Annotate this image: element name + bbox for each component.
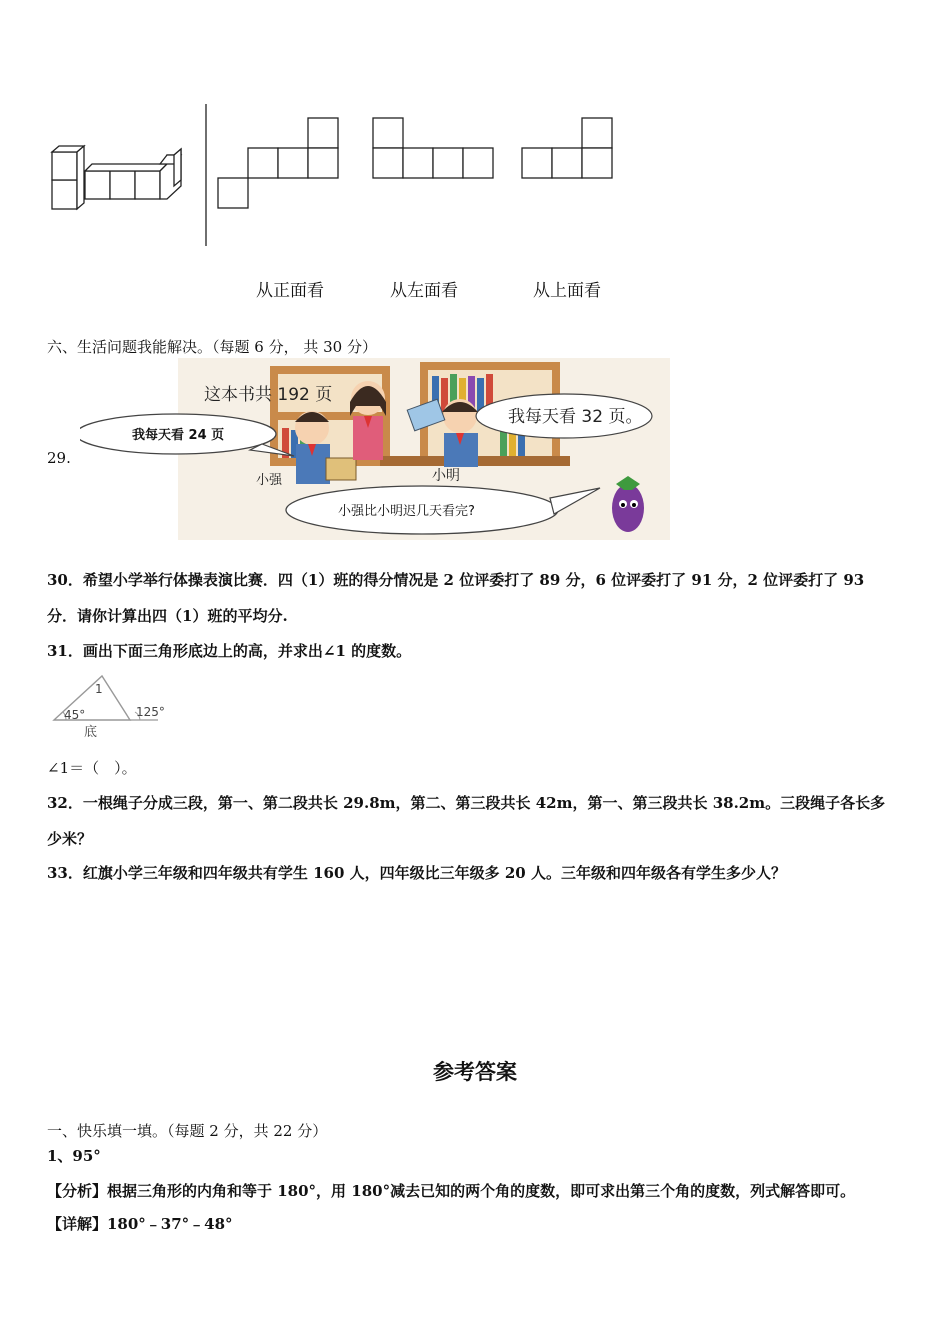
answer-analysis: 【分析】根据三角形的内角和等于 180°，用 180°减去已知的两个角的度数，即可求出第三个角的度数，列式解答即可。 <box>47 1182 856 1200</box>
question-32-line2: 少米？ <box>47 830 93 848</box>
top-view-grid <box>522 118 612 178</box>
front-view-label: 从正面看 <box>256 281 324 301</box>
answers-heading: 参考答案 <box>433 1060 517 1084</box>
top-view-label: 从上面看 <box>533 281 601 301</box>
angle-125-label: 125° <box>136 705 165 719</box>
bubble-xiaoming-text: 我每天看 32 页。 <box>508 407 643 427</box>
label-xiaoming: 小明 <box>432 468 460 484</box>
bubble-question-text: 小强比小明迟几天看完? <box>338 504 475 519</box>
question-31-text: 31．画出下面三角形底边上的高，并求出∠1 的度数。 <box>47 642 412 660</box>
bubble-book-text: 这本书共 192 页 <box>204 385 333 405</box>
question-32-line1: 32．一根绳子分成三段，第一、第二段共长 29.8m，第二、第三段共长 42m，第一、第三段共长 38.2m。三段绳子各长多 <box>47 794 886 812</box>
bubble-xiaoqiang-text: 我每天看 24 页 <box>132 428 225 443</box>
angle-45-label: 45° <box>64 708 86 722</box>
angle-1-label: 1 <box>95 682 103 696</box>
section-six-title: 六、生活问题我能解决。（每题 6 分， 共 30 分） <box>47 338 377 356</box>
front-view-grid <box>218 118 338 208</box>
left-view-grid <box>373 118 493 178</box>
triangle-figure <box>50 672 180 744</box>
answer-detail: 【详解】180°﹣37°﹣48° <box>47 1215 233 1233</box>
label-xiaoqiang: 小强 <box>256 473 283 488</box>
cube-solid <box>52 146 181 209</box>
answer-item-1: 1、95° <box>47 1147 101 1165</box>
cube-views-figure <box>40 100 640 260</box>
question-33-text: 33．红旗小学三年级和四年级共有学生 160 人，四年级比三年级多 20 人。三年级和四年级各有学生多少人？ <box>47 864 786 882</box>
base-label: 底 <box>84 725 98 740</box>
answers-section-one: 一、快乐填一填。（每题 2 分，共 22 分） <box>47 1122 328 1140</box>
question-29-illustration <box>80 358 670 540</box>
question-31-answer: ∠1＝（ ）。 <box>47 759 137 777</box>
question-30-line1: 30．希望小学举行体操表演比赛．四（1）班的得分情况是 2 位评委打了 89 分，6 位评委打了 91 分，2 位评委打了 93 <box>47 571 865 589</box>
question-29-number: 29. <box>47 449 71 467</box>
question-30-line2: 分．请你计算出四（1）班的平均分. <box>47 607 288 625</box>
eggplant-mascot <box>612 476 644 532</box>
left-view-label: 从左面看 <box>390 281 458 301</box>
child-girl <box>350 381 386 460</box>
